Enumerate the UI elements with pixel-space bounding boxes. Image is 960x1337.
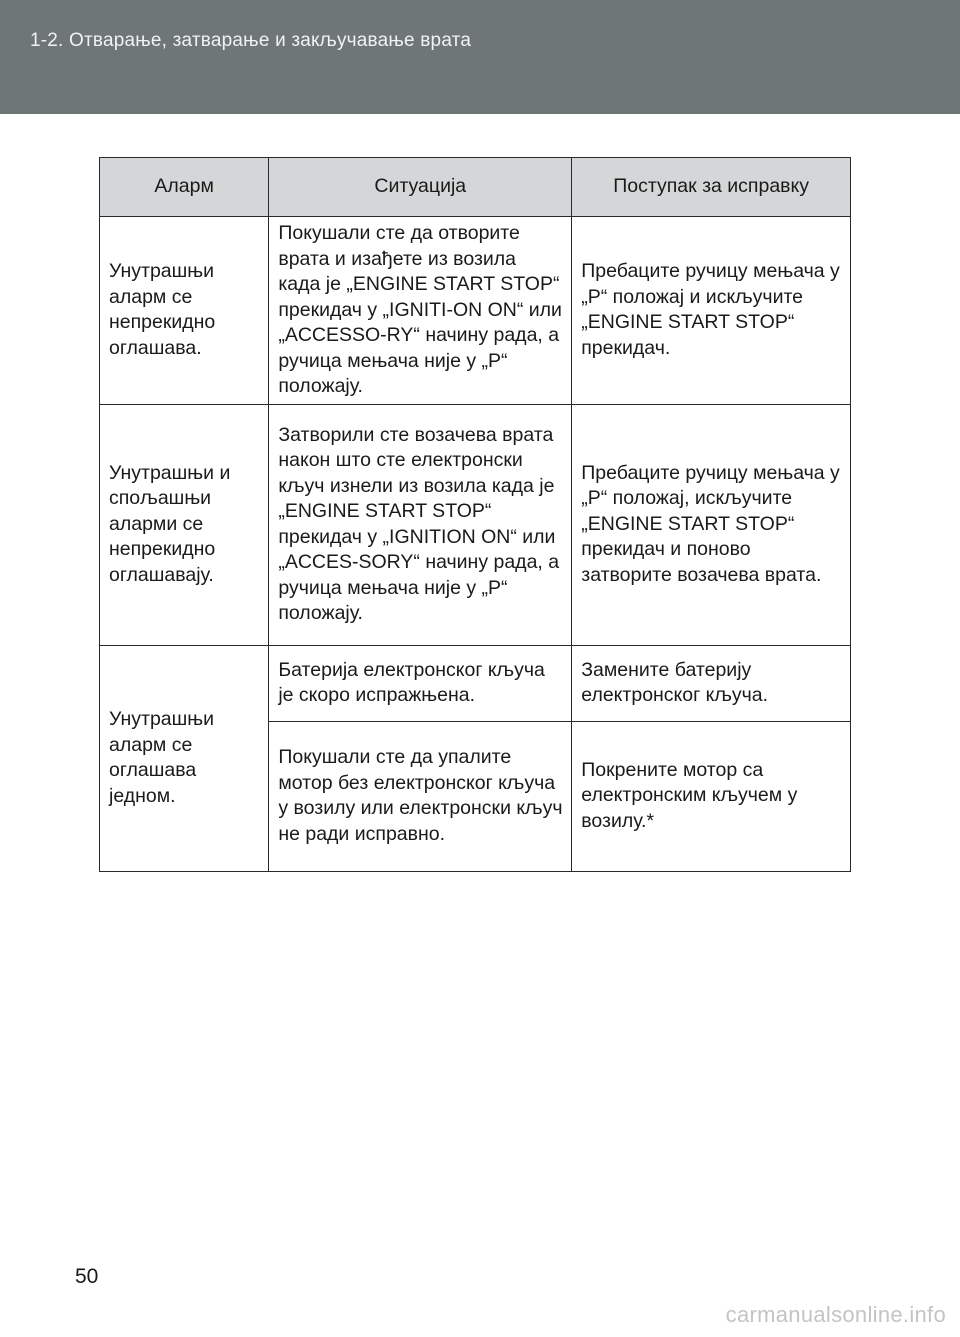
page-number: 50 (75, 1265, 99, 1288)
column-header-situation: Ситуација (269, 158, 572, 217)
situation-cell: Покушали сте да отворите врата и изађете из возила када је „ENGINE START STOP“ прекидач у „IGNITI-ON ON“ или „ACCESSO-RY“ начину рада, а ручица мењача није у „P“ положају. (269, 217, 572, 405)
table-header-row (100, 158, 851, 217)
situation-cell: Покушали сте да упалите мотор без електронског кључа у возилу или електронски кључ не ради исправно. (269, 721, 572, 871)
section-title: 1-2. Отварање, затварање и закључавање врата (30, 30, 472, 51)
table-row (100, 645, 851, 721)
alarm-cell: Унутрашњи и спољашњи аларми се непрекидно оглашавају. (100, 404, 269, 645)
situation-cell: Батерија електронског кључа је скоро испражњена. (269, 645, 572, 721)
column-header-alarm: Аларм (100, 158, 269, 217)
remedy-cell: Пребаците ручицу мењача у „P“ положај и искључите „ENGINE START STOP“ прекидач. (572, 217, 851, 405)
remedy-cell: Пребаците ручицу мењача у „P“ положај, искључите „ENGINE START STOP“ прекидач и поново затворите возачева врата. (572, 404, 851, 645)
situation-cell: Затворили сте возачева врата након што сте електронски кључ изнели из возила када је „ENGINE START STOP“ прекидач у „IGNITION ON“ или „ACCES-SORY“ начину рада, а ручица мењача није у „P“ положају. (269, 404, 572, 645)
column-header-remedy: Поступак за исправку (572, 158, 851, 217)
remedy-cell: Замените батерију електронског кључа. (572, 645, 851, 721)
table-row (100, 404, 851, 645)
page-header (0, 0, 960, 114)
alarm-table (99, 157, 851, 872)
watermark-text: carmanualsonline.info (725, 1302, 946, 1327)
alarm-cell: Унутрашњи аларм се оглашава једном. (100, 645, 269, 871)
table-row (100, 217, 851, 405)
remedy-cell: Покрените мотор са електронским кључем у возилу.* (572, 721, 851, 871)
alarm-cell: Унутрашњи аларм се непрекидно оглашава. (100, 217, 269, 405)
